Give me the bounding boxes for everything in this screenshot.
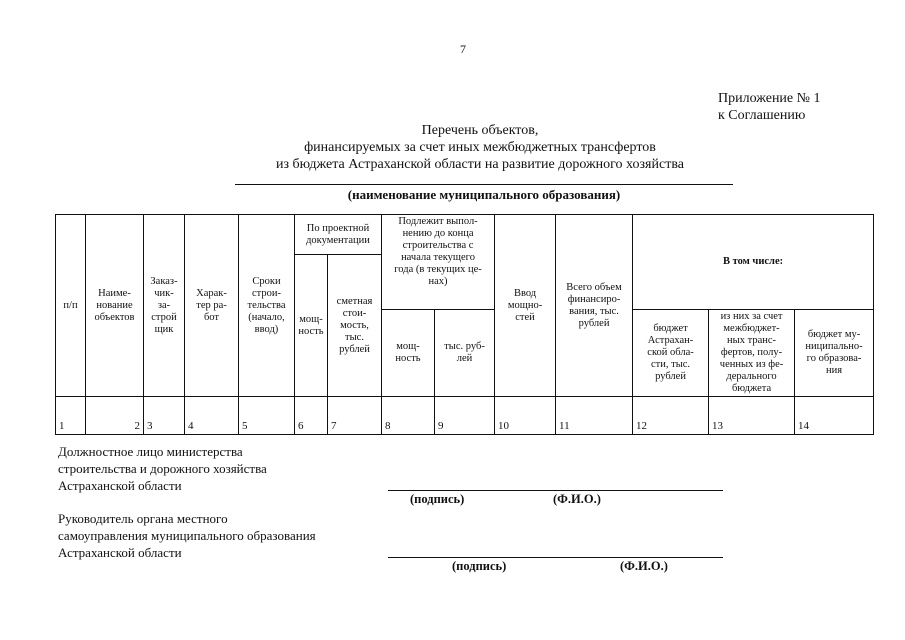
- column-number: 13: [709, 397, 795, 435]
- header-work-type: [185, 215, 239, 397]
- column-number: 10: [495, 397, 556, 435]
- header-including: [633, 215, 874, 310]
- column-number: 11: [556, 397, 633, 435]
- header-regional-budget: [633, 310, 709, 397]
- ministry-name-label: (Ф.И.О.): [553, 492, 601, 506]
- header-federal-transfers: [709, 310, 795, 397]
- ministry-signature-label: (подпись): [410, 492, 465, 506]
- column-number: 7: [328, 397, 382, 435]
- header-to-complete-capacity-text: мощ- ность: [395, 341, 421, 364]
- column-number: 3: [144, 397, 185, 435]
- column-number: 12: [633, 397, 709, 435]
- header-customer: [144, 215, 185, 397]
- ministry-line-2: строительства и дорожного хозяйства: [58, 461, 267, 476]
- column-number: 6: [295, 397, 328, 435]
- ministry-line-3: Астраханской области: [58, 478, 182, 493]
- appendix-line-2: к Соглашению: [718, 108, 806, 123]
- municipal-line-2: самоуправления муниципального образования: [58, 528, 316, 543]
- objects-table: [55, 214, 874, 435]
- ministry-line-1: Должностное лицо министерства: [58, 444, 243, 459]
- header-to-complete-rub: [435, 310, 495, 397]
- header-commissioning: [495, 215, 556, 397]
- municipality-underline: [235, 184, 733, 185]
- header-municipal-budget-text: бюджет му- ниципально- го образова- ния: [805, 329, 863, 376]
- page-number: 7: [460, 42, 466, 56]
- header-commissioning-text: Ввод мощно- стей: [507, 287, 543, 323]
- header-total-financing: [556, 215, 633, 397]
- header-num-text: п/п: [63, 299, 78, 311]
- column-number: 14: [795, 397, 874, 435]
- header-estimated-cost-text: сметная стои- мость, тыс. рублей: [336, 295, 373, 355]
- municipal-line-1: Руководитель органа местного: [58, 511, 228, 526]
- header-name: [86, 215, 144, 397]
- column-number: 8: [382, 397, 435, 435]
- document-title: [200, 122, 760, 173]
- column-number: 9: [435, 397, 495, 435]
- municipal-signature-line: [388, 557, 723, 558]
- municipal-line-3: Астраханской области: [58, 545, 182, 560]
- column-number: 4: [185, 397, 239, 435]
- header-num: [56, 215, 86, 397]
- header-capacity: [295, 255, 328, 397]
- header-capacity-text: мощ- ность: [298, 313, 324, 337]
- ministry-signature-line: [388, 490, 723, 491]
- header-customer-text: Заказ- чик- за- строй щик: [150, 275, 178, 335]
- header-estimated-cost: [328, 255, 382, 397]
- municipal-head-block: [58, 510, 316, 561]
- header-work-type-text: Харак- тер ра- бот: [196, 287, 227, 323]
- header-name-text: Наиме- нование объектов: [94, 287, 135, 323]
- header-municipal-budget: [795, 310, 874, 397]
- header-federal-transfers-text: из них за счет межбюджет- ных транс- фертов, полу- ченных из фе- дерального бюджета: [719, 311, 784, 394]
- municipal-signature-label: (подпись): [452, 559, 507, 573]
- municipality-caption: (наименование муниципального образования): [347, 187, 621, 202]
- header-to-complete-capacity: [382, 310, 435, 397]
- column-number: 2: [86, 397, 144, 435]
- ministry-official-block: [58, 443, 267, 494]
- title-line-3: из бюджета Астраханской области на развитие дорожного хозяйства: [276, 157, 684, 172]
- header-to-complete-rub-text: тыс. руб- лей: [444, 341, 485, 364]
- header-regional-budget-text: бюджет Астрахан- ской обла- сти, тыс. рублей: [647, 323, 694, 382]
- column-number: 5: [239, 397, 295, 435]
- header-to-complete-text: Подлежит выпол- нению до конца строительства с начала текущего года (в текущих це- нах): [394, 216, 482, 287]
- header-total-financing-text: Всего объем финансиро- вания, тыс. рублей: [566, 281, 622, 329]
- title-line-2: финансируемых за счет иных межбюджетных трансфертов: [304, 140, 656, 155]
- header-to-complete: [382, 215, 495, 310]
- header-including-text: В том числе:: [722, 256, 784, 267]
- header-terms-text: Сроки строи- тельства (начало, ввод): [247, 275, 286, 335]
- title-line-1: Перечень объектов,: [421, 123, 539, 138]
- appendix-line-1: Приложение № 1: [718, 91, 821, 106]
- column-number: 1: [56, 397, 86, 435]
- header-terms: [239, 215, 295, 397]
- header-project-doc-text: По проектной документации: [306, 222, 370, 246]
- appendix-note: [718, 90, 821, 124]
- municipal-name-label: (Ф.И.О.): [620, 559, 668, 573]
- header-project-doc: [295, 215, 382, 255]
